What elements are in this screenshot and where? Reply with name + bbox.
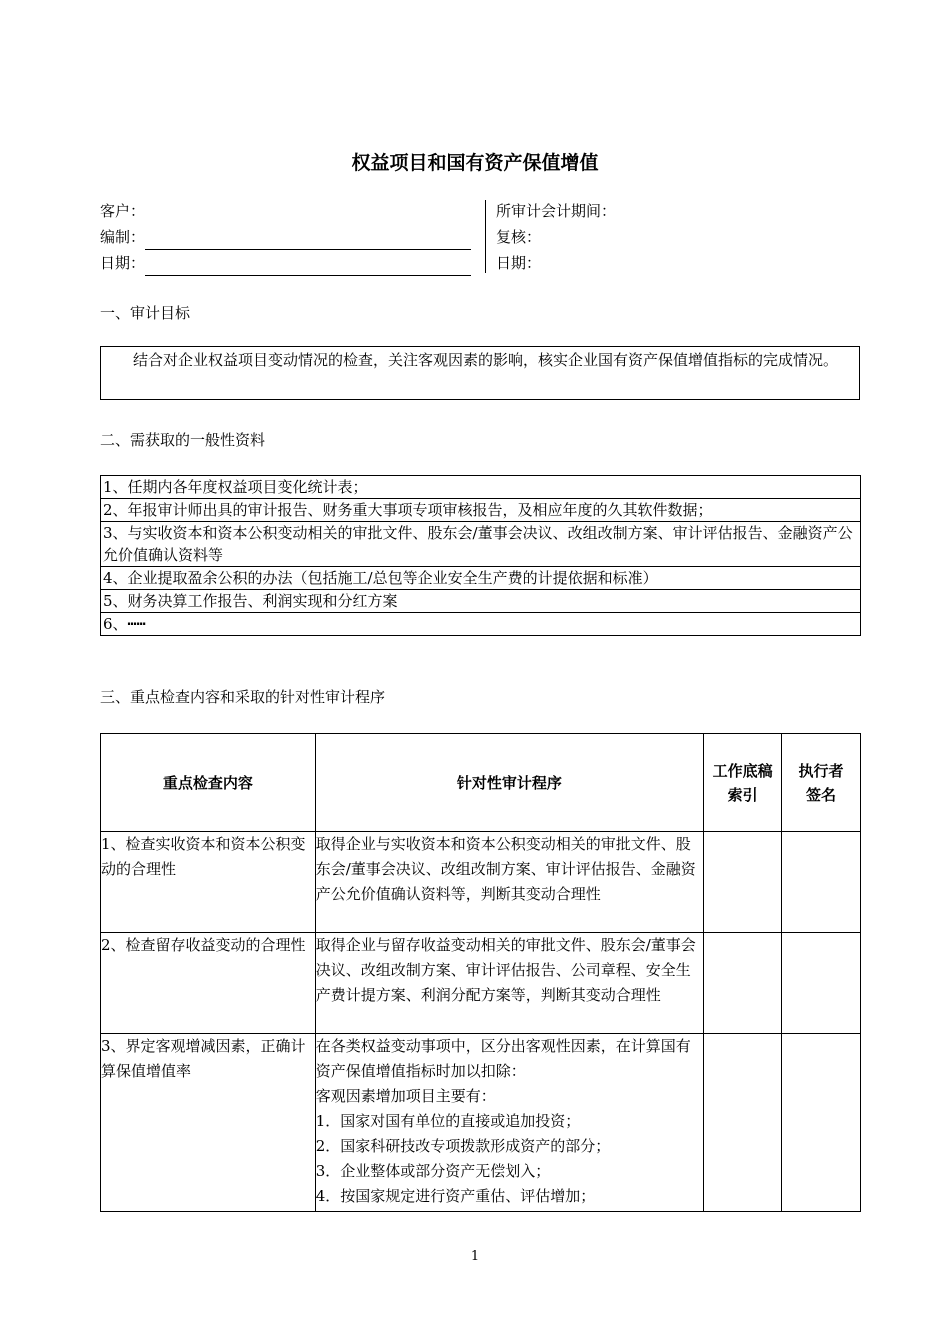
audit-procedure bbox=[315, 933, 703, 1034]
section3-heading: 三、重点检查内容和采取的针对性审计程序 bbox=[100, 688, 386, 706]
prepared-label: 编制： bbox=[100, 228, 146, 246]
procedure-line: 客观因素增加项目主要有： bbox=[315, 1087, 496, 1105]
workpaper-index-cell bbox=[704, 933, 782, 1034]
audit-procedure bbox=[315, 1034, 703, 1212]
header-right bbox=[496, 198, 856, 276]
review-label: 复核： bbox=[496, 228, 542, 246]
client-label: 客户： bbox=[100, 202, 146, 220]
workpaper-index-cell bbox=[704, 832, 782, 933]
table-row bbox=[101, 933, 861, 1034]
procedure-line: 4．按国家规定进行资产重估、评估增加； bbox=[315, 1187, 596, 1205]
column-header: 重点检查内容 bbox=[101, 734, 316, 832]
procedure-line: 3．企业整体或部分资产无偿划入； bbox=[315, 1162, 551, 1180]
table-row bbox=[101, 1034, 861, 1212]
prepared-line bbox=[145, 231, 471, 250]
procedure-line: 取得企业与留存收益变动相关的审批文件、股东会/董事会决议、改组改制方案、审计评估报告、公司章程、安全生产费计提方案、利润分配方案等，判断其变动合理性 bbox=[315, 936, 696, 1004]
date2-label: 日期： bbox=[496, 254, 542, 272]
list-item: 6、┅┅ bbox=[101, 613, 861, 636]
date-line bbox=[145, 257, 471, 276]
list-item: 3、与实收资本和资本公积变动相关的审批文件、股东会/董事会决议、改组改制方案、审计评估报告、金融资产公允价值确认资料等 bbox=[101, 522, 861, 567]
list-item: 4、企业提取盈余公积的办法（包括施工/总包等企业安全生产费的计提依据和标准） bbox=[101, 567, 861, 590]
date-label: 日期： bbox=[100, 254, 146, 272]
signature-cell bbox=[782, 1034, 861, 1212]
column-header: 执行者签名 bbox=[782, 734, 861, 832]
section1-heading: 一、审计目标 bbox=[100, 304, 191, 322]
column-header: 针对性审计程序 bbox=[315, 734, 703, 832]
procedure-table bbox=[100, 733, 861, 1212]
header-left bbox=[100, 198, 480, 276]
materials-list bbox=[100, 475, 861, 636]
section2-heading: 二、需获取的一般性资料 bbox=[100, 431, 266, 449]
check-content: 3、界定客观增减因素，正确计算保值增值率 bbox=[101, 1034, 316, 1212]
procedure-line: 2．国家科研技改专项拨款形成资产的部分； bbox=[315, 1137, 611, 1155]
signature-cell bbox=[782, 832, 861, 933]
audit-procedure bbox=[315, 832, 703, 933]
page-title: 权益项目和国有资产保值增值 bbox=[351, 152, 599, 174]
header-divider bbox=[485, 200, 486, 273]
period-label: 所审计会计期间： bbox=[496, 202, 617, 220]
audit-objective-box: 结合对企业权益项目变动情况的检查，关注客观因素的影响，核实企业国有资产保值增值指标的完成情况。 bbox=[100, 346, 860, 400]
check-content: 2、检查留存收益变动的合理性 bbox=[101, 933, 316, 1034]
check-content: 1、检查实收资本和资本公积变动的合理性 bbox=[101, 832, 316, 933]
column-header: 工作底稿索引 bbox=[704, 734, 782, 832]
procedure-line: 1．国家对国有单位的直接或追加投资； bbox=[315, 1112, 581, 1130]
list-item: 1、任期内各年度权益项目变化统计表； bbox=[101, 476, 861, 499]
procedure-line: 在各类权益变动事项中，区分出客观性因素，在计算国有资产保值增值指标时加以扣除： bbox=[315, 1037, 691, 1080]
procedure-line: 取得企业与实收资本和资本公积变动相关的审批文件、股东会/董事会决议、改组改制方案、审计评估报告、金融资产公允价值确认资料等，判断其变动合理性 bbox=[315, 835, 696, 903]
signature-cell bbox=[782, 933, 861, 1034]
list-item: 5、财务决算工作报告、利润实现和分红方案 bbox=[101, 590, 861, 613]
table-row bbox=[101, 832, 861, 933]
page-number: 1 bbox=[470, 1249, 480, 1264]
list-item: 2、年报审计师出具的审计报告、财务重大事项专项审核报告，及相应年度的久其软件数据； bbox=[101, 499, 861, 522]
workpaper-index-cell bbox=[704, 1034, 782, 1212]
